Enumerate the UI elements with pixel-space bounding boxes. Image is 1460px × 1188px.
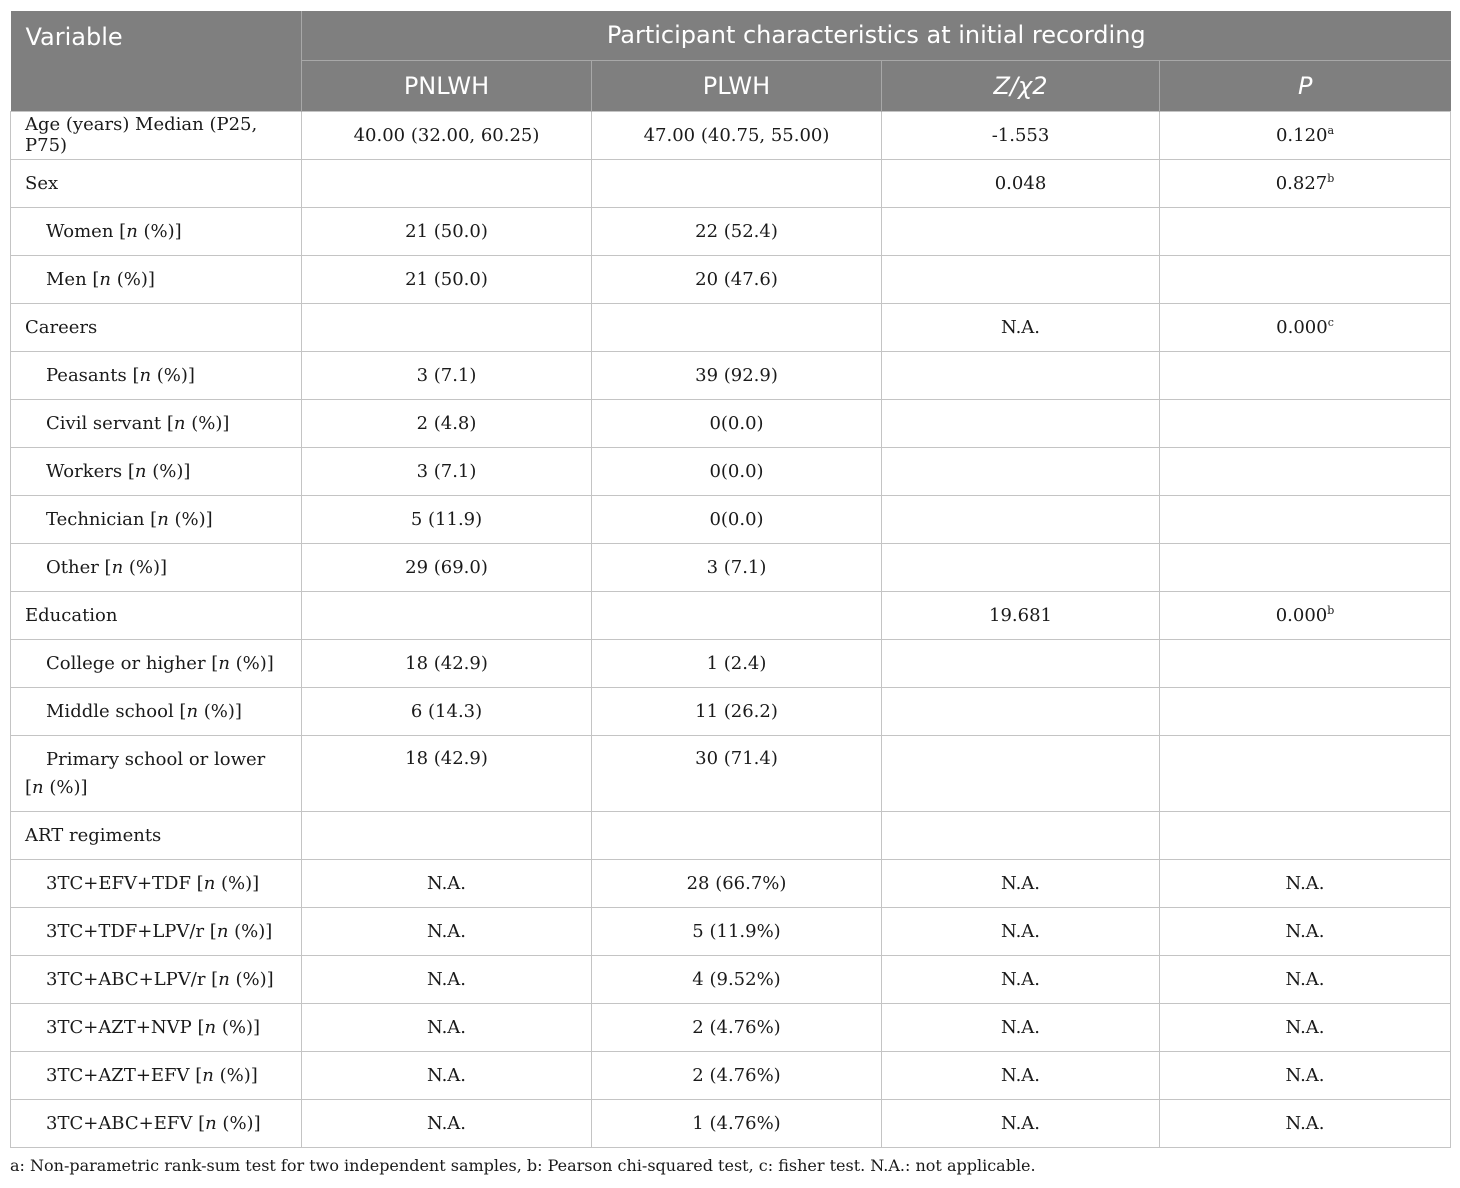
row-label [11,1051,302,1099]
p-value [1160,207,1451,255]
p-value [1160,591,1451,639]
plwh-value: 2 (4.76%) [592,1051,882,1099]
row-label [11,447,302,495]
row-label-n: n [139,364,152,386]
plwh-value: 0(0.0) [592,399,882,447]
row-label [11,591,302,639]
row-label-text: Age (years) Median (P25, P75) [25,114,258,156]
row-label-n: n [111,556,124,578]
pnlwh-value: 18 (42.9) [302,639,592,687]
p-value-text: 0.827 [1275,172,1328,194]
p-value-text: N.A. [1285,1064,1325,1086]
table-row [11,1099,1451,1147]
plwh-value: 5 (11.9%) [592,907,882,955]
row-label [11,859,302,907]
table-row [11,639,1451,687]
row-label [11,1099,302,1147]
plwh-value: 1 (4.76%) [592,1099,882,1147]
pnlwh-column-header: PNLWH [302,60,592,111]
row-label-tail: (%)] [168,508,213,530]
row-label-tail: (%)] [198,700,242,722]
p-value-text: 0.000 [1276,316,1328,338]
pnlwh-value: N.A. [302,955,592,1003]
row-label-text: Careers [25,316,98,338]
p-value-text: N.A. [1285,1016,1325,1038]
row-label [11,735,302,811]
z-chi-value: N.A. [882,303,1160,351]
z-chi-value: N.A. [882,1099,1160,1147]
row-label-text: Women [ [46,220,127,242]
row-label [11,495,302,543]
row-label-n: n [218,652,230,674]
pnlwh-value: 6 (14.3) [302,687,592,735]
z-chi-value: -1.553 [882,111,1160,159]
p-value [1160,495,1451,543]
p-value-text: N.A. [1285,968,1325,990]
row-label-bracket: [ [25,776,33,798]
row-label [11,399,302,447]
pnlwh-value [302,811,592,859]
z-chi-value [882,811,1160,859]
row-label-text: 3TC+AZT+EFV [ [46,1064,203,1086]
z-chi-value [882,351,1160,399]
row-label-text: College or higher [ [46,652,219,674]
row-label-tail: (%)] [229,652,274,674]
row-label-n: n [203,872,216,894]
row-label [11,159,302,207]
plwh-value [592,303,882,351]
table-row [11,735,1451,811]
row-label [11,811,302,859]
row-label [11,639,302,687]
p-value-text: N.A. [1285,872,1325,894]
row-label-text: Education [25,604,118,626]
z-chi-value [882,207,1160,255]
variable-column-header: Variable [11,11,302,111]
z-chi-column-header: Z/χ2 [882,60,1160,111]
plwh-column-header: PLWH [592,60,882,111]
p-value-text: 0.120 [1275,124,1328,146]
row-label-text: Technician [ [46,508,158,530]
row-label [11,687,302,735]
p-value [1160,1003,1451,1051]
row-label [11,543,302,591]
row-label-n: n [205,1112,217,1134]
plwh-value: 22 (52.4) [592,207,882,255]
row-label-n: n [99,268,112,290]
pnlwh-value [302,159,592,207]
p-column-header: P [1160,60,1451,111]
row-label [11,255,302,303]
z-chi-value [882,543,1160,591]
plwh-value: 4 (9.52%) [592,955,882,1003]
pnlwh-value: 21 (50.0) [302,207,592,255]
row-label-n: n [173,412,186,434]
row-label-tail: (%)] [213,1064,258,1086]
pnlwh-value [302,303,592,351]
table-row [11,859,1451,907]
pnlwh-value: 5 (11.9) [302,495,592,543]
plwh-value: 0(0.0) [592,447,882,495]
row-label-text: 3TC+TDF+LPV/r [ [46,920,217,942]
p-value-superscript: b [1327,603,1335,617]
z-chi-value: N.A. [882,859,1160,907]
p-value [1160,351,1451,399]
p-value [1160,859,1451,907]
plwh-value [592,811,882,859]
table-row [11,399,1451,447]
table-row [11,687,1451,735]
row-label-n: n [126,220,138,242]
z-chi-value [882,399,1160,447]
table-row [11,591,1451,639]
z-chi-value [882,495,1160,543]
row-label-n: n [202,1064,214,1086]
pnlwh-value: 18 (42.9) [302,735,592,811]
p-value [1160,907,1451,955]
row-label [11,351,302,399]
p-value [1160,399,1451,447]
table-row [11,543,1451,591]
z-chi-value: N.A. [882,955,1160,1003]
pnlwh-value [302,591,592,639]
plwh-value: 30 (71.4) [592,735,882,811]
table-row [11,907,1451,955]
characteristics-table-container [10,11,1450,1148]
pnlwh-value: 21 (50.0) [302,255,592,303]
z-chi-value [882,639,1160,687]
row-label-tail: (%)] [228,920,273,942]
row-label-text: Primary school or lower [46,748,266,770]
pnlwh-value: N.A. [302,907,592,955]
row-label-text: 3TC+ABC+EFV [ [46,1112,206,1134]
row-label-n: n [157,508,169,530]
table-row [11,159,1451,207]
pnlwh-value: N.A. [302,1003,592,1051]
table-row [11,495,1451,543]
p-value-superscript: c [1327,315,1334,329]
plwh-value: 2 (4.76%) [592,1003,882,1051]
row-label [11,303,302,351]
table-row [11,955,1451,1003]
plwh-value: 0(0.0) [592,495,882,543]
row-label-text: 3TC+EFV+TDF [ [46,872,204,894]
p-value [1160,1051,1451,1099]
p-value [1160,543,1451,591]
pnlwh-value: 2 (4.8) [302,399,592,447]
row-label-n: n [216,920,229,942]
row-label-text: 3TC+AZT+NVP [ [46,1016,205,1038]
pnlwh-value: 40.00 (32.00, 60.25) [302,111,592,159]
plwh-value: 47.00 (40.75, 55.00) [592,111,882,159]
p-value-superscript: b [1327,171,1335,185]
z-chi-value [882,447,1160,495]
z-chi-value: N.A. [882,1003,1160,1051]
table-row [11,1003,1451,1051]
p-value [1160,159,1451,207]
p-value [1160,687,1451,735]
p-value [1160,735,1451,811]
row-label-tail: (%)] [43,776,88,798]
row-label-tail: (%)] [123,556,168,578]
p-value [1160,639,1451,687]
table-footnote: a: Non-parametric rank-sum test for two independent samples, b: Pearson chi-squared test, c: fisher test. N.A.: not applicable. [10,1156,1036,1175]
row-label [11,907,302,955]
row-label-text: ART regiments [25,824,162,846]
row-label-tail: (%)] [216,1112,261,1134]
row-label-text: Peasants [ [46,364,140,386]
plwh-value [592,159,882,207]
p-value [1160,811,1451,859]
p-value [1160,447,1451,495]
p-value-superscript: a [1327,123,1335,137]
plwh-value: 28 (66.7%) [592,859,882,907]
table-body [11,111,1451,1147]
pnlwh-value: 3 (7.1) [302,351,592,399]
z-chi-value: N.A. [882,1051,1160,1099]
row-label-tail: (%)] [151,364,195,386]
row-label [11,1003,302,1051]
row-label-tail: (%)] [185,412,230,434]
z-chi-value: 19.681 [882,591,1160,639]
plwh-value: 11 (26.2) [592,687,882,735]
pnlwh-value: N.A. [302,1099,592,1147]
pnlwh-value: 3 (7.1) [302,447,592,495]
row-label-tail: (%)] [215,872,260,894]
row-label-n: n [32,776,44,798]
plwh-value: 1 (2.4) [592,639,882,687]
p-value [1160,303,1451,351]
table-row [11,447,1451,495]
row-label-n: n [186,700,199,722]
table-row [11,351,1451,399]
pnlwh-value: N.A. [302,859,592,907]
row-label-text: Civil servant [ [46,412,174,434]
p-value-text: N.A. [1285,920,1325,942]
row-label-text: Middle school [ [46,700,187,722]
header-row-1 [11,11,1451,60]
row-label-n: n [204,1016,217,1038]
z-chi-value: 0.048 [882,159,1160,207]
z-chi-value [882,735,1160,811]
pnlwh-value: 29 (69.0) [302,543,592,591]
row-label-tail: (%)] [111,268,155,290]
row-label-n: n [218,968,230,990]
row-label-text: Sex [25,172,59,194]
p-value [1160,255,1451,303]
table-row [11,811,1451,859]
p-value [1160,1099,1451,1147]
z-chi-value [882,687,1160,735]
row-label-tail: (%)] [137,220,182,242]
plwh-value: 39 (92.9) [592,351,882,399]
row-label-tail: (%)] [146,460,191,482]
characteristics-table [10,11,1451,1148]
row-label [11,111,302,159]
table-row [11,207,1451,255]
plwh-value: 20 (47.6) [592,255,882,303]
table-row [11,303,1451,351]
row-label-tail: (%)] [229,968,274,990]
p-value [1160,111,1451,159]
plwh-value [592,591,882,639]
row-label [11,207,302,255]
table-row [11,255,1451,303]
row-label-text: Men [ [46,268,100,290]
z-chi-value [882,255,1160,303]
row-label-tail: (%)] [216,1016,261,1038]
p-value-text: 0.000 [1275,604,1328,626]
row-label-text: Workers [ [46,460,135,482]
plwh-value: 3 (7.1) [592,543,882,591]
p-value-text: N.A. [1285,1112,1325,1134]
row-label-text: 3TC+ABC+LPV/r [ [46,968,219,990]
row-label-text: Other [ [46,556,112,578]
row-label-n: n [134,460,147,482]
row-label [11,955,302,1003]
table-row [11,111,1451,159]
group-title-header: Participant characteristics at initial recording [302,11,1451,60]
pnlwh-value: N.A. [302,1051,592,1099]
table-row [11,1051,1451,1099]
p-value [1160,955,1451,1003]
z-chi-value: N.A. [882,907,1160,955]
